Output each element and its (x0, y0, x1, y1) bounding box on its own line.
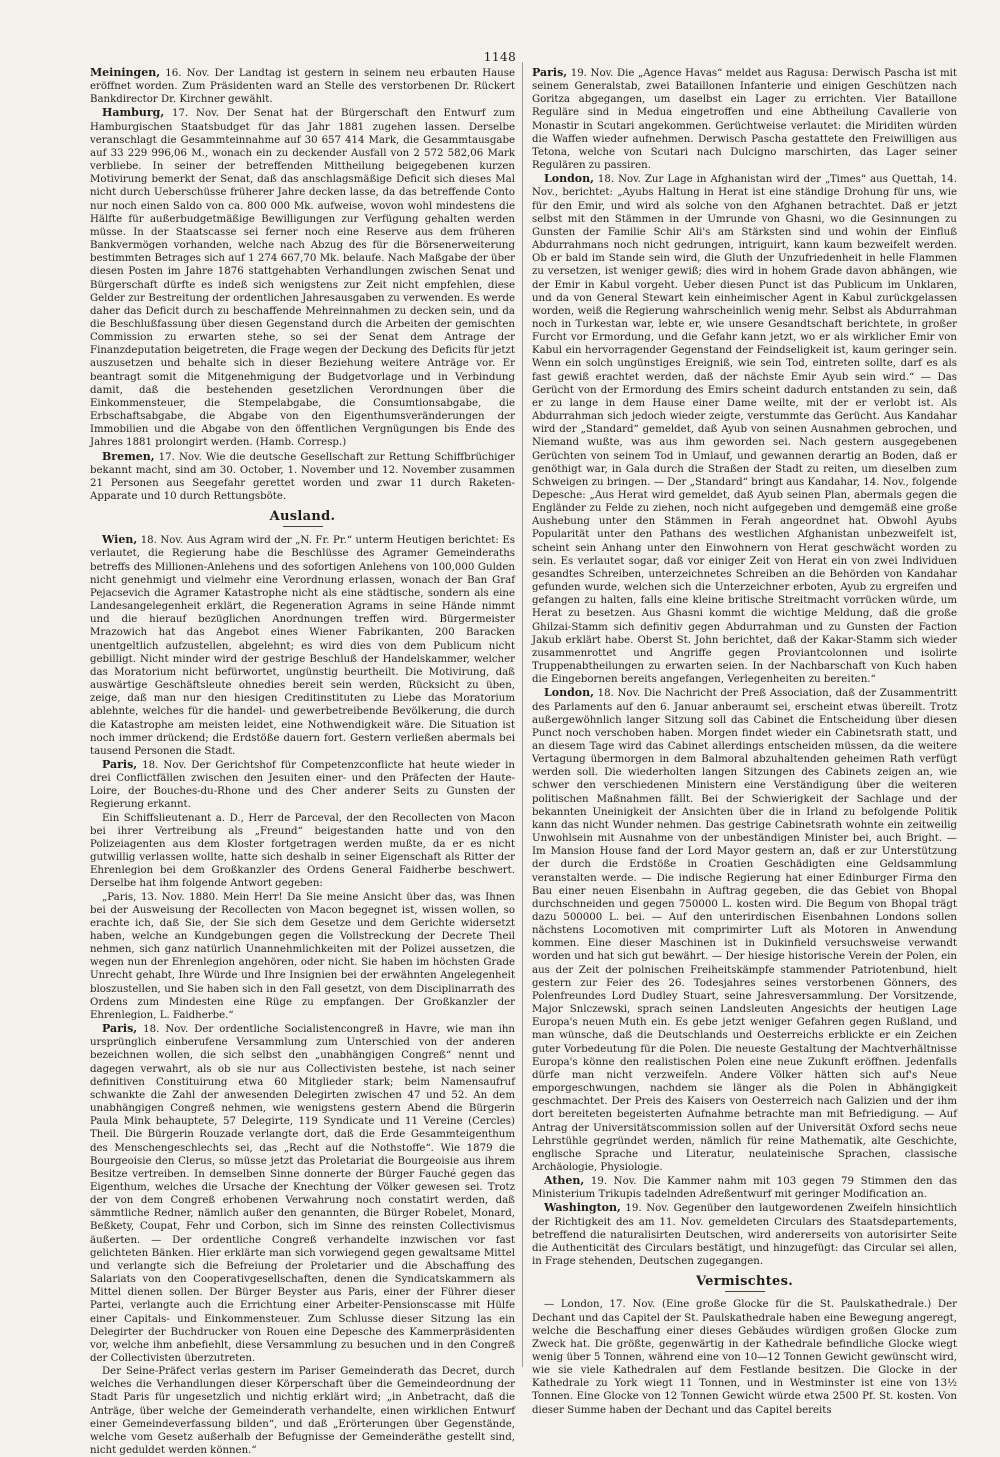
section-title: Ausland. (269, 509, 336, 525)
article-text: 18. Nov. Zur Lage in Afghanistan wird der „Times“ aus Quettah, 14. Nov., berichtet: „Ayubs Haltung in Herat ist eine ständige Drohung für uns, wie für den Emir, und wird als solche von den Afghanen betrachtet. Daß er jetzt selbst mit den Stämmen in der Umrunde von Ghasni, wo die Gesinnungen zu Gunsten der Familie Schir Ali's am Stärksten sind und wohin der Einfluß Abdurrahmans noch nicht gedrungen, intriguirt, kann kaum bezweifelt werden. Ob er bald im Stande sein wird, die Gluth der Unzufriedenheit in helle Flammen zu versetzen, ist weniger gewiß; dies wird in hohem Grade davon abhängen, wie der Emir in Kabul vorgeht. Ueber diesen Punct ist das Publicum im Unklaren, und da von General Stewart kein einheimischer Agent in Kabul zurückgelassen worden, weiß die Regierung wahrscheinlich wenig mehr. Selbst als Abdurrahman noch in Turkestan war, lebte er, wie unsere Gesandtschaft berichtete, in großer Furcht vor Ermordung, und die Gefahr kann jetzt, wo er als wirklicher Emir von Kabul ein hervorragender Gegenstand der Feindseligkeit ist, kaum geringer sein. Wenn ein solch ungünstiges Ereigniß, wie sein Tod, eintreten sollte, darf es als fast gewiß erachtet werden, daß der nächste Emir Ayub sein wird.“ — Das Gerücht von der Ermordung des Emirs scheint dadurch entstanden zu sein, daß er zu lange in dem Hause einer Dame weilte, mit der er verlobt ist. Als Abdurrahman sich jedoch wieder zeigte, verstummte das Gerücht. Aus Kandahar wird der „Standard“ gemeldet, daß Ayub von seinen Ausnahmen gebrochen, und Niemand wußte, was aus ihm geworden sei. Nach gestern ausgegebenen Gerüchten von seinem Tod in Umlauf, und gewannen derartig an Boden, daß er genöthigt war, in Gala durch die Straßen der Stadt zu reiten, um dieselben zum Schweigen zu bringen. — Der „Standard“ bringt aus Kandahar, 14. Nov., folgende Depesche: „Aus Herat wird gemeldet, daß Ayub seinen Plan, abermals gegen die Engländer zu Felde zu ziehen, noch nicht aufgegeben und demgemäß eine große Aushebung unter den Stämmen in Ferah angeordnet hat. Obwohl Ayubs Popularität unter den Pathans des westlichen Afghanistan unbezweifelt ist, scheint sein Anhang unter den Einwohnern von Herat geschwächt worden zu sein. Es verlautet sogar, daß vor einiger Zeit von Herat ein von zwei Individuen gesandtes Schreiben, unterzeichnetes Schreiben an die Behörden von Kandahar gefunden wurde, welchen sich die Unterzeichner erboten, Ayub zu ergreifen und gefangen zu halten, falls eine kleine britische Streitmacht vorrücken würde, um Herat zu besetzen. Aus Ghasni kommt die wichtige Meldung, daß die große Ghilzai-Stamm sich definitiv gegen Abdurrahman und zu Gunsten der Faction Jakub erklärt habe. Oberst St. John berichtet, daß der Kakar-Stamm sich wieder zusammenrottet und Angriffe gegen Proviantcolonnen und isolirte Truppenabtheilungen zu erwarten seien. In der Nachbarschaft von Kuch haben die Eingebornen bereits angefangen, Verlegenheiten zu bereiten.“ (532, 174, 958, 686)
dateline-place: Hamburg, (102, 106, 165, 120)
page-number: 1148 (483, 50, 517, 64)
section-heading-vermischtes (532, 1275, 957, 1292)
section-rule (725, 1291, 765, 1292)
article-paris-2 (90, 1022, 515, 1365)
section-title: Vermischtes. (695, 1274, 794, 1290)
article-text: 17. Nov. Der Senat hat der Bürgerschaft den Entwurf zum Hamburgischen Staatsbudget für das Jahr 1881 zugehen lassen. Derselbe veranschlagt die Gesammteinnahme auf 30 657 414 Mark, die Gesammtausgabe auf 33 229 996,06 M., wonach ein zu deckender Ausfall von 2 572 582,06 Mark verbliebe. In seiner der betreffenden Mittheilung beigegebenen kurzen Motivirung bemerkt der Senat, daß das anschlagsmäßige Deficit sich dieses Mal nicht durch Ueberschüsse früherer Jahre decken lasse, da das betreffende Conto nur noch einen Saldo von ca. 800 000 Mk. aufweise, wovon wohl mindestens die Hälfte für außerbudgetmäßige Bewilligungen zur Verfügung gehalten werden müsse. In der Staatscasse sei ferner noch eine Reserve aus dem früheren Bankvermögen vorhanden, welche nach Abzug des für die Börsenerweiterung bestimmten Betrages sich auf 1 274 667,70 Mk. belaufe. Nach Maßgabe der über diesen Posten im Jahre 1876 stattgehabten Verhandlungen zwischen Senat und Bürgerschaft dürfte es indeß sich wenigstens zur Zeit nicht empfehlen, diese Gelder zur Bestreitung der ordentlichen Jahresausgaben zu verwenden. Es werde daher das Deficit durch zu beschaffende Mehreinnahmen zu decken sein, und da die Beschlußfassung über diesen Gegenstand durch die Arbeiten der gemischten Commission zu erwarten stehe, so sei der Senat dem Antrage der Finanzdeputation beigetreten, die Frage wegen der Deckung des Deficits für jetzt auszusetzen und behalte sich in dieser Beziehung weitere Anträge vor. Er beantragt somit die Mitgenehmigung der Budgetvorlage und in Verbindung damit, daß die bestehenden gesetzlichen Verordnungen über die Einkommensteuer, die Stempelabgabe, die Consumtionsabgabe, die Erbschaftsabgabe, die Abgabe von den Eigenthumsveränderungen der Immobilien und die Abgabe von den öffentlichen Vergnügungen bis Ende des Jahres 1881 prolongirt werden. (Hamb. Corresp.) (90, 108, 515, 449)
article-paris-1-continued: Ein Schiffslieutenant a. D., Herr de Parceval, der den Recollecten von Macon bei ihrer Vertreibung als „Freund“ beigestanden hatte und von den Polizeiagenten aus dem Kloster fortgetragen werden mußte, da er es nicht gutwillig verlassen wollte, hatte sich deshalb in seiner Eigenschaft als Ritter der Ehrenlegion bei dem Großkanzler des Ordens General Faidherbe beschwert. Derselbe hat ihm folgende Antwort gegeben: (90, 812, 515, 890)
article-text: 19. Nov. Gegenüber den lautgewordenen Zweifeln hinsichtlich der Richtigkeit des am 11. Nov. gemeldeten Circulars des Staatsdepartements, betreffend die naturalisirten Deutschen, wird andererseits von autorisirter Seite die Authenticität des Circulars bestätigt, und hinzugefügt: das Circular sei allen, in Frage stehenden, Deutschen zugegangen. (532, 1203, 957, 1268)
dateline-place: Wien, (102, 533, 138, 547)
section-rule (283, 526, 323, 527)
dateline-place: London, (544, 172, 594, 186)
article-london-2 (532, 686, 957, 1174)
article-bremen (90, 450, 515, 504)
article-athen (532, 1174, 957, 1201)
article-text: 16. Nov. Der Landtag ist gestern in seinem neu erbauten Hause eröffnet worden. Zum Präsidenten ward an Stelle des verstorbenen Dr. Rückert Bankdirector Dr. Kirchner gewählt. (90, 68, 515, 106)
article-text: 18. Nov. Aus Agram wird der „N. Fr. Pr.“ unterm Heutigen berichtet: Es verlautet, die Regierung habe die Beschlüsse des Agramer Gemeinderaths betreffs des Millionen-Anlehens und des sofortigen Anlehens von 100,000 Gulden nicht genehmigt und vielmehr eine Verordnung erlassen, wonach der Ban Graf Pejacsevich die Agramer Katastrophe nicht als eine städtische, sondern als eine Landesangelegenheit erklärt, die Regeneration Agrams in seine Hände nimmt und die hierauf bezüglichen Anordnungen treffen wird. Bürgermeister Mrazowich hat das Angebot eines Wiener Fabrikanten, 200 Baracken unentgeltlich aufzustellen, abgelehnt; es wird dies von dem Publicum nicht gebilligt. Nicht minder wird der gestrige Beschluß der Handelskammer, welcher das Moratorium nicht befürwortet, ungünstig beurtheilt. Die Motivirung, daß auswärtige Geschäftsleute ohnedies bereit sein werden, Rücksicht zu üben, zeige, daß man nur den hiesigen Creditinstituten zu Liebe das Moratorium ablehnte, welches für die handel- und gewerbetreibende Bevölkerung, die durch die Katastrophe am meisten leidet, eine Nothwendigkeit wäre. Die Situation ist noch immer drückend; die Erdstöße dauern fort. Gestern verließen abermals bei tausend Personen die Stadt. (90, 535, 515, 757)
article-text: 18. Nov. Der ordentliche Socialistencongreß in Havre, wie man ihn ursprünglich einberufene Versammlung zum Unterschied von der anderen bezeichnen wollen, die sich selbst den „unabhängigen Congreß“ nennt und dagegen verwahrt, als ob sie nur aus Collectivisten bestehe, ist nach seiner definitiven Constituirung etwa 60 Mitglieder stark; beim Namensaufruf schwankte die Zahl der anwesenden Delegirten zwischen 47 und 52. An dem unabhängigen Congreß nehmen, wie wenigstens gestern Abend die Bürgerin Paula Mink behauptete, 57 Delegirte, 119 Syndicate und 11 Vereine (Cercles) Theil. Die Bürgerin Rouzade verlangte dort, daß die Erde Gesammteigenthum des Menschengeschlechts sei, das „Recht auf die Nothstoffe“. Wie 1879 die Bourgeoisie den Clerus, so müsse jetzt das Proletariat die Bourgeoisie aus ihrem Besitze vertreiben. In demselben Sinne donnerte der Bürger Fauché gegen das Eigenthum, welches die Ursache der Knechtung der Völker gewesen sei. Trotz der von dem Congreß erhobenen Verwahrung noch constatirt werden, daß sämmtliche Redner, nämlich außer den genannten, die Bürger Robelet, Monard, Beßkety, Coupat, Fehr und Corbon, sich im Sinne des reinsten Collectivismus äußerten. — Der ordentliche Congreß verhandelte inzwischen vor fast gelichteten Bänken. Hier erklärte man sich vorwiegend gegen gewaltsame Mittel und verlangte sich die Befreiung der Proletarier und die Abschaffung des Salariats von den Cooperativgesellschaften, denen die Syndicatskammern als Mittel dienen sollen. Der Bürger Beyster aus Paris, einer der Führer dieser Partei, verlangte auch die Errichtung einer Arbeiter-Pensionscasse mit Hülfe einer Capitals- und Einkommensteuer. Zum Schlusse dieser Sitzung las ein Delegirter der Buchdrucker von Rouen eine Depesche des Kammerpräsidenten vor, welche ihm anbefiehlt, diese Versammlung zu besuchen und in den Congreß der Collectivisten überzutreten. (90, 1024, 515, 1364)
dateline-place: Paris, (532, 66, 568, 79)
dateline-place: London, (544, 686, 594, 700)
article-paris-1-letter: „Paris, 13. Nov. 1880. Mein Herr! Da Sie meine Ansicht über das, was Ihnen bei der Ausweisung der Recollecten von Macon begegnet ist, wissen wollen, so erachte ich, daß Sie, der Sie sich dem Gesetze und dem Gerichte widersetzt haben, welche an Kundgebungen gegen die Vollstreckung der Decrete Theil nehmen, sich ganz natürlich Unannehmlichkeiten mit der Polizei aussetzen, die wegen nun der Ehrenlegion angehören, oder nicht. Sie haben im höchsten Grade Unrecht gehabt, Ihre Würde und Ihre Insignien bei der erwähnten Angelegenheit bloszustellen, und Sie haben sich in den Fall gesetzt, von dem Disciplinarrath des Ordens zum Mindesten eine Rüge zu empfangen. Der Großkanzler der Ehrenlegion, L. Faidherbe.“ (90, 891, 515, 1021)
dateline-place: Meiningen, (90, 66, 161, 79)
left-column (90, 66, 515, 1457)
article-text: 19. Nov. Die „Agence Havas“ meldet aus Ragusa: Derwisch Pascha ist mit seinem Generalstab, zwei Bataillonen Infanterie und einigen Geschützen nach Goritza abgegangen, um daselbst ein Lager zu errichten. Vier Bataillone Reguläre sind in Medua eingetroffen und eine Abtheilung Cavallerie von Monastir in Scutari angekommen. Gerüchtweise verlautet: die Miriditen würden die Waffen wieder aufnehmen. Derwisch Pascha gestattete den Freiwilligen aus Tetona, welche von Scutari nach Dulcigno marschirten, das Lager seiner Regulären zu passiren. (532, 68, 957, 172)
dateline-place: Washington, (544, 1201, 621, 1215)
article-paris-3 (532, 66, 957, 172)
column-divider (522, 62, 523, 1367)
article-text: 18. Nov. Die Nachricht der Preß Association, daß der Zusammentritt des Parlaments auf den 6. Januar anberaumt sei, erscheint etwas übereilt. Trotz außergewöhnlich langer Sitzung soll das Cabinet die Entscheidung über diesen Punct noch verschoben haben. Morgen findet wieder ein Cabinetsrath statt, und an diesem Tage wird das Cabinet allerdings entscheiden müssen, da die weitere Vertagung übermorgen in dem Balmoral abzuhaltenden geheimen Rath verfügt werden soll. Die wiederholten langen Sitzungen des Cabinets zeigen an, wie schwer den verschiedenen Ministern eine Verständigung über die weiteren politischen Maßnahmen fällt. Bei der Schwierigkeit der Sachlage und der bekannten Uneinigkeit der Ansichten über die in Irland zu befolgende Politik kann das nicht Wunder nehmen. Das gestrige Cabinetsrath wohnte ein zeitweilig Unwohlsein mit Ausnahme von der unbeständigen Minister bei, auch Bright. — Im Mansion House fand der Lord Mayor gestern an, daß er zur Unterstützung der durch die Erdstöße in Croatien Geschädigten eine Geldsammlung veranstalten werde. — Die indische Regierung hat einer Edinburger Firma den Bau einer neuen Eisenbahn in Auftrag gegeben, die das Gebiet von Bhopal durchschneiden und gegen 750000 L. kosten wird. Die Begum von Bhopal trägt dazu 500000 L. bei. — Auf den unterirdischen Eisenbahnen Londons sollen nächstens Locomotiven mit comprimirter Luft als Motoren in Anwendung kommen. Eine dieser Maschinen ist in Dukinfield versuchsweise verwandt worden und hat sich gut bewährt. — Der hiesige historische Verein der Polen, ein aus der Zeit der polnischen Freiheitskämpfe stammender Patriotenbund, hielt gestern zur Feier des 26. Todesjahres seines verstorbenen Gönners, des Polenfreundes Lord Dudley Stuart, seine Jahresversammlung. Der Vorsitzende, Major Snlczewski, sprach seinen Landsleuten Angesichts der heutigen Lage Europa's neuen Muth ein. Es gebe jetzt weniger Gefahren gegen Rußland, und man wünsche, daß die Deutschlands und Oesterreichs erblickte er ein Zeichen guter Vorbedeutung für die Polen. Die neueste Gestaltung der Machtverhältnisse Europa's könne den realistischen Polen eine neue Zukunft eröffnen. Jedenfalls dürfe man nicht verzweifeln. Andere Völker hätten sich auf's Neue emporgeschwungen, nachdem sie länger als die Polen in Abhängigkeit geschmachtet. Der Preis des Kaisers von Oesterreich nach Galizien und der ihm dort bereiteten begeisterten Aufnahme betrachte man mit Befriedigung. — Auf Antrag der Universitätscommission sollen auf der Universität Oxford sechs neue Lehrstühle gegründet werden, nämlich für reine Mathematik, alte Geschichte, englische Sprache und Literatur, neulateinische Sprachen, classische Archäologie, Physiologie. (532, 688, 957, 1173)
article-misc-london-bell: — London, 17. Nov. (Eine große Glocke für die St. Paulskathedrale.) Der Dechant und das Capitel der St. Paulskathedrale haben eine Bewegung angeregt, welche die Beschaffung einer dieses Gebäudes würdigen großen Glocke zum Zweck hat. Die größte, gegenwärtig in der Kathedrale befindliche Glocke wiegt wenig über 5 Tonnen, während eine von 10—12 Tonnen Gewicht gewünscht wird, wie sie viele Kathedralen auf dem Festlande besitzen. Die Glocke in der Kathedrale zu York wiegt 11 Tonnen, und in Westminster ist eine von 13½ Tonnen. Eine Glocke von 12 Tonnen Gewicht würde etwa 2500 Pf. St. kosten. Von dieser Summe haben der Dechant und das Capitel bereits (532, 1299, 957, 1416)
dateline-place: Bremen, (102, 449, 155, 463)
article-meiningen (90, 66, 515, 106)
article-text: 18. Nov. Der Gerichtshof für Competenzconflicte hat heute wieder in drei Conflictfällen zwischen den Jesuiten einer- und den Präfecten der Haute-Loire, der Bouches-du-Rhone und des Cher anderer Seits zu Gunsten der Regierung erkannt. (90, 759, 515, 811)
article-hamburg (90, 106, 515, 449)
dateline-place: Paris, (102, 757, 138, 771)
dateline-place: Athen, (544, 1174, 585, 1188)
right-column (532, 66, 957, 1417)
article-washington (532, 1201, 957, 1268)
article-paris-1 (90, 758, 515, 812)
article-paris-2-continued: Der Seine-Präfect verlas gestern im Pariser Gemeinderath das Decret, durch welches die Verhandlungen dieser Körperschaft über die Gemeindeordnung der Stadt Paris für ungesetzlich und nichtig erklärt wird; „in Anbetracht, daß die Anträge, über welche der Gemeinderath verhandelte, einen wirklichen Entwurf einer Gemeindeverfassung bilden“, und daß „Erörterungen über Gegenstände, welche vom Gesetz außerhalb der Befugnisse der Gemeinderäthe gestellt sind, nicht geduldet werden können.“ (90, 1366, 515, 1457)
article-text: 19. Nov. Die Kammer nahm mit 103 gegen 79 Stimmen den das Ministerium Trikupis tadelnden Adreßentwurf mit geringer Modification an. (532, 1176, 957, 1201)
article-london-1 (532, 172, 957, 686)
section-heading-ausland (90, 510, 515, 527)
article-text: 17. Nov. Wie die deutsche Gesellschaft zur Rettung Schiffbrüchiger bekannt macht, sind am 30. October, 1. November und 12. November zusammen 21 Personen aus Seegefahr gerettet worden und zwar 11 durch Raketen-Apparate und 10 durch Rettungsböte. (90, 451, 515, 502)
article-wien (90, 533, 515, 758)
dateline-place: Paris, (102, 1022, 138, 1036)
